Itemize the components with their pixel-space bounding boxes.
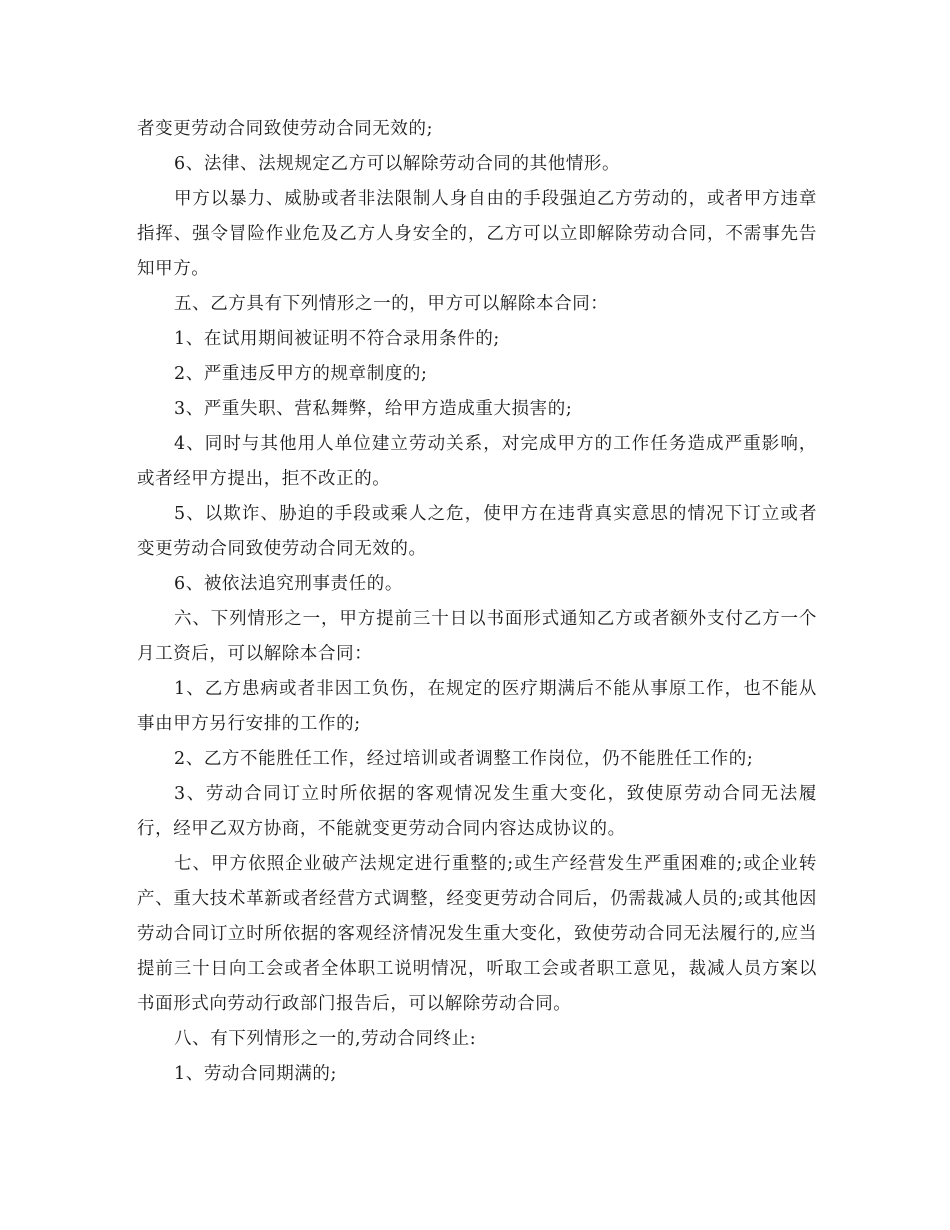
paragraph: 3、严重失职、营私舞弊，给甲方造成重大损害的; bbox=[174, 399, 573, 419]
paragraph: 1、在试用期间被证明不符合录用条件的; bbox=[174, 329, 500, 349]
paragraph: 5、以欺诈、胁迫的手段或乘人之危，使甲方在违背真实意思的情况下订立或者变更劳动合同致使劳动合同无效的。 bbox=[137, 504, 817, 559]
document-body bbox=[137, 112, 817, 1092]
paragraph: 6、被依法追究刑事责任的。 bbox=[174, 574, 403, 594]
paragraph: 4、同时与其他用人单位建立劳动关系，对完成甲方的工作任务造成严重影响，或者经甲方提出，拒不改正的。 bbox=[137, 434, 817, 489]
paragraph: 6、法律、法规规定乙方可以解除劳动合同的其他情形。 bbox=[174, 154, 621, 174]
paragraph: 2、严重违反甲方的规章制度的; bbox=[174, 364, 428, 384]
paragraph: 甲方以暴力、威胁或者非法限制人身自由的手段强迫乙方劳动的，或者甲方违章指挥、强令冒险作业危及乙方人身安全的，乙方可以立即解除劳动合同，不需事先告知甲方。 bbox=[137, 189, 817, 279]
paragraph: 3、劳动合同订立时所依据的客观情况发生重大变化，致使原劳动合同无法履行，经甲乙双方协商，不能就变更劳动合同内容达成协议的。 bbox=[137, 784, 817, 839]
paragraph: 八、有下列情形之一的,劳动合同终止: bbox=[174, 1029, 477, 1049]
paragraph: 1、乙方患病或者非因工负伤，在规定的医疗期满后不能从事原工作，也不能从事由甲方另行安排的工作的; bbox=[137, 679, 817, 734]
paragraph: 六、下列情形之一，甲方提前三十日以书面形式通知乙方或者额外支付乙方一个月工资后，可以解除本合同： bbox=[137, 609, 817, 664]
paragraph: 七、甲方依照企业破产法规定进行重整的;或生产经营发生严重困难的;或企业转产、重大技术革新或者经营方式调整，经变更劳动合同后，仍需裁减人员的;或其他因劳动合同订立时所依据的客观经济情况发生重大变化，致使劳动合同无法履行的,应当提前三十日向工会或者全体职工说明情况，听取工会或者职工意见，裁减人员方案以书面形式向劳动行政部门报告后，可以解除劳动合同。 bbox=[137, 854, 817, 1014]
paragraph: 者变更劳动合同致使劳动合同无效的; bbox=[137, 119, 434, 139]
paragraph: 1、劳动合同期满的; bbox=[174, 1064, 338, 1084]
paragraph: 2、乙方不能胜任工作，经过培训或者调整工作岗位，仍不能胜任工作的; bbox=[174, 749, 754, 769]
paragraph: 五、乙方具有下列情形之一的，甲方可以解除本合同： bbox=[174, 294, 609, 314]
